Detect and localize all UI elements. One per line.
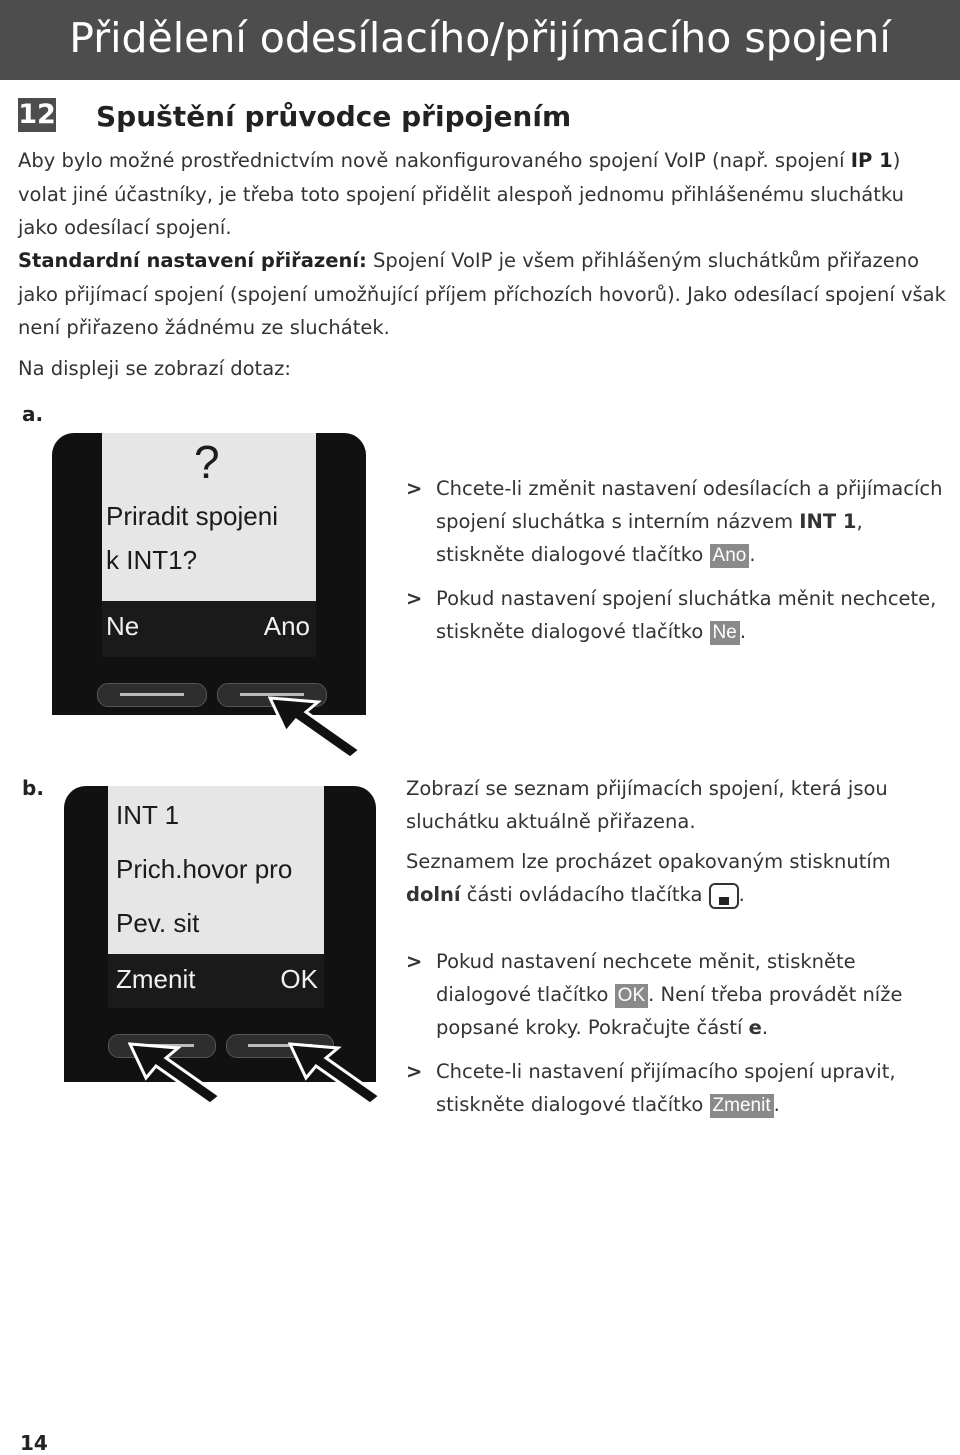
key-ne: Ne [710,621,740,645]
softkey-ok[interactable]: OK [280,964,318,994]
page-header [0,0,960,80]
softkey-zmenit[interactable]: Zmenit [116,964,196,994]
handset-a [52,433,366,715]
page-title: Přidělení odesílacího/přijímacího spojení [69,14,891,62]
pointer-arrow-icon [288,1040,384,1106]
step-b-paragraph-2: Seznamem lze procházet opakovaným stisknutím dolní části ovládacího tlačítka . [406,845,946,911]
lcd-line-1: Priradit spojeni [106,501,278,531]
softkey-ano[interactable]: Ano [263,611,310,641]
step-b-paragraph-1: Zobrazí se seznam přijímacích spojení, která jsou sluchátku aktuálně přiřazena. [406,777,888,833]
lcd-line-2: k INT1? [106,545,198,575]
handset-a-screen [102,433,316,657]
step-a-label: a. [22,402,44,426]
section-title: Spuštění průvodce připojením [96,100,572,133]
handset-b-screen [108,786,324,1008]
softkey-bar [102,601,316,657]
lcd-line-1: INT 1 [116,800,180,830]
key-zmenit: Zmenit [710,1094,774,1118]
lcd-line-2: Prich.hovor pro [116,854,293,884]
softkey-bar [108,954,324,1008]
key-ano: Ano [710,544,750,568]
display-prompt: Na displeji se zobrazí dotaz: [18,357,291,380]
page-number: 14 [20,1431,48,1455]
standard-settings-paragraph: Standardní nastavení přiřazení: Spojení VoIP je všem přihlášeným sluchátkům přiřazeno jako přijímací spojení (spojení umožňující příjem příchozích hovorů). Jako odesílací spojení však není přiřazeno žádnému ze sluchátek. [18,249,946,339]
lcd-line-3: Pev. sit [116,908,200,938]
softkey-ne[interactable]: Ne [106,611,140,641]
pointer-arrow-icon [128,1040,224,1106]
handset-b [64,786,376,1082]
key-ok: OK [615,984,648,1008]
step-b-label: b. [22,776,44,800]
intro-paragraph: Aby bylo možné prostřednictvím nově nakonfigurovaného spojení VoIP (např. spojení IP 1) volat jiné účastníky, je třeba toto spojení přidělit alespoň jednomu přihlášenému sluchátku jako odesílací spojení. [18,149,904,239]
control-key-down-icon [709,883,739,909]
section-number: 12 [18,99,56,130]
lcd-question-mark: ? [194,436,220,488]
left-display-key[interactable] [97,683,207,707]
pointer-arrow-icon [268,694,364,760]
